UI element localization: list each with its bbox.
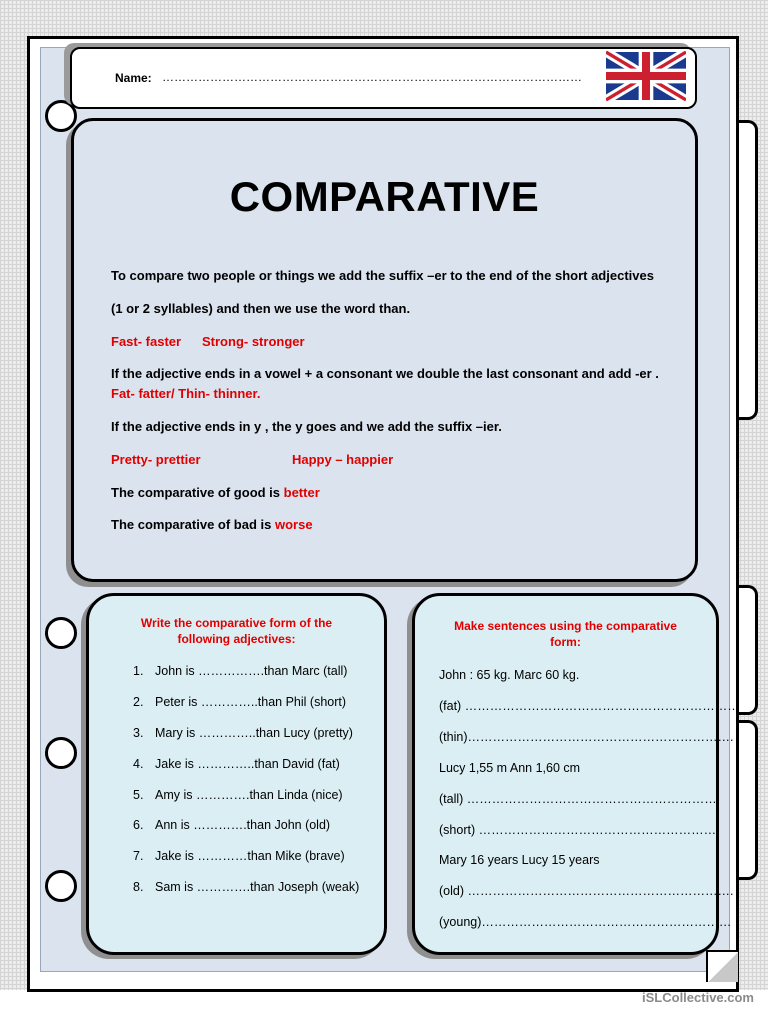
example-text: Fast- faster [111, 334, 182, 349]
exercise-card-right [412, 593, 740, 955]
answer-line[interactable]: (old) ………………………………………………………. [439, 884, 734, 898]
list-item[interactable]: 2. Peter is …………..than Phil (short) [133, 695, 347, 709]
page-title: COMPARATIVE [229, 173, 540, 220]
sentence-prompt: Lucy 1,55 m Ann 1,60 cm [439, 761, 581, 775]
binder-hole [45, 870, 77, 902]
highlight-word: better [283, 485, 320, 500]
page-fold [706, 950, 738, 982]
uk-flag-icon [606, 50, 686, 102]
list-item[interactable]: 5. Amy is ………….than Linda (nice) [133, 788, 343, 802]
grammar-rules-box [71, 118, 698, 582]
example-text: Fat- fatter/ Thin- thinner. [111, 386, 261, 401]
good-rule [111, 485, 320, 500]
binder-hole [45, 737, 77, 769]
rule-text: (1 or 2 syllables) and then we use the word than. [111, 301, 411, 316]
example-text: Pretty- prettier [111, 452, 201, 467]
name-label: Name: [115, 71, 152, 85]
list-item[interactable]: 7. Jake is …………than Mike (brave) [133, 849, 345, 863]
card-title: following adjectives: [177, 632, 296, 646]
binder-tab [736, 720, 758, 880]
list-item[interactable]: 6. Ann is ………….than John (old) [133, 818, 331, 832]
sentence-prompt: John : 65 kg. Marc 60 kg. [439, 668, 580, 682]
example-text: Strong- stronger [202, 334, 305, 349]
rule-text: The comparative of bad is [111, 517, 275, 532]
answer-line[interactable]: (fat) ………………………………………………………… [439, 699, 740, 713]
binder-tab [736, 120, 758, 420]
answer-line[interactable]: (thin)………………………………………………………. [439, 730, 734, 744]
exercise-card-left [86, 593, 387, 955]
sentence-prompt: Mary 16 years Lucy 15 years [439, 853, 600, 867]
binder-hole [45, 617, 77, 649]
card-title: Write the comparative form of the [140, 616, 333, 630]
example-text: Happy – happier [292, 452, 394, 467]
rule-text: To compare two people or things we add the suffix –er to the end of the short adjectives [111, 268, 654, 283]
answer-line[interactable]: (short) …………………………………………………. [439, 823, 720, 837]
answer-line[interactable]: (young)…………………………………………………… [439, 915, 732, 929]
list-item[interactable]: 3. Mary is …………..than Lucy (pretty) [133, 726, 353, 740]
rule-text: If the adjective ends in y , the y goes and we add the suffix –ier. [111, 419, 502, 434]
card-title: Make sentences using the comparative [454, 619, 677, 633]
list-item[interactable]: 1. John is …………….than Marc (tall) [133, 664, 348, 678]
binder-tab [736, 585, 758, 715]
rule-text: The comparative of good is [111, 485, 284, 500]
list-item[interactable]: 4. Jake is …………..than David (fat) [133, 757, 340, 771]
bad-rule [111, 517, 313, 532]
name-box [70, 47, 697, 109]
card-title: form: [550, 635, 581, 649]
highlight-word: worse [275, 517, 313, 532]
list-item[interactable]: 8. Sam is ………….than Joseph (weak) [133, 880, 360, 894]
watermark: iSLCollective.com [642, 990, 754, 1005]
rule-text: If the adjective ends in a vowel + a consonant we double the last consonant and add -er . [111, 366, 659, 381]
name-field[interactable]: …………………………………………………………………………………………… [162, 70, 582, 84]
answer-line[interactable]: (tall) …………………………………………………… [439, 792, 717, 806]
